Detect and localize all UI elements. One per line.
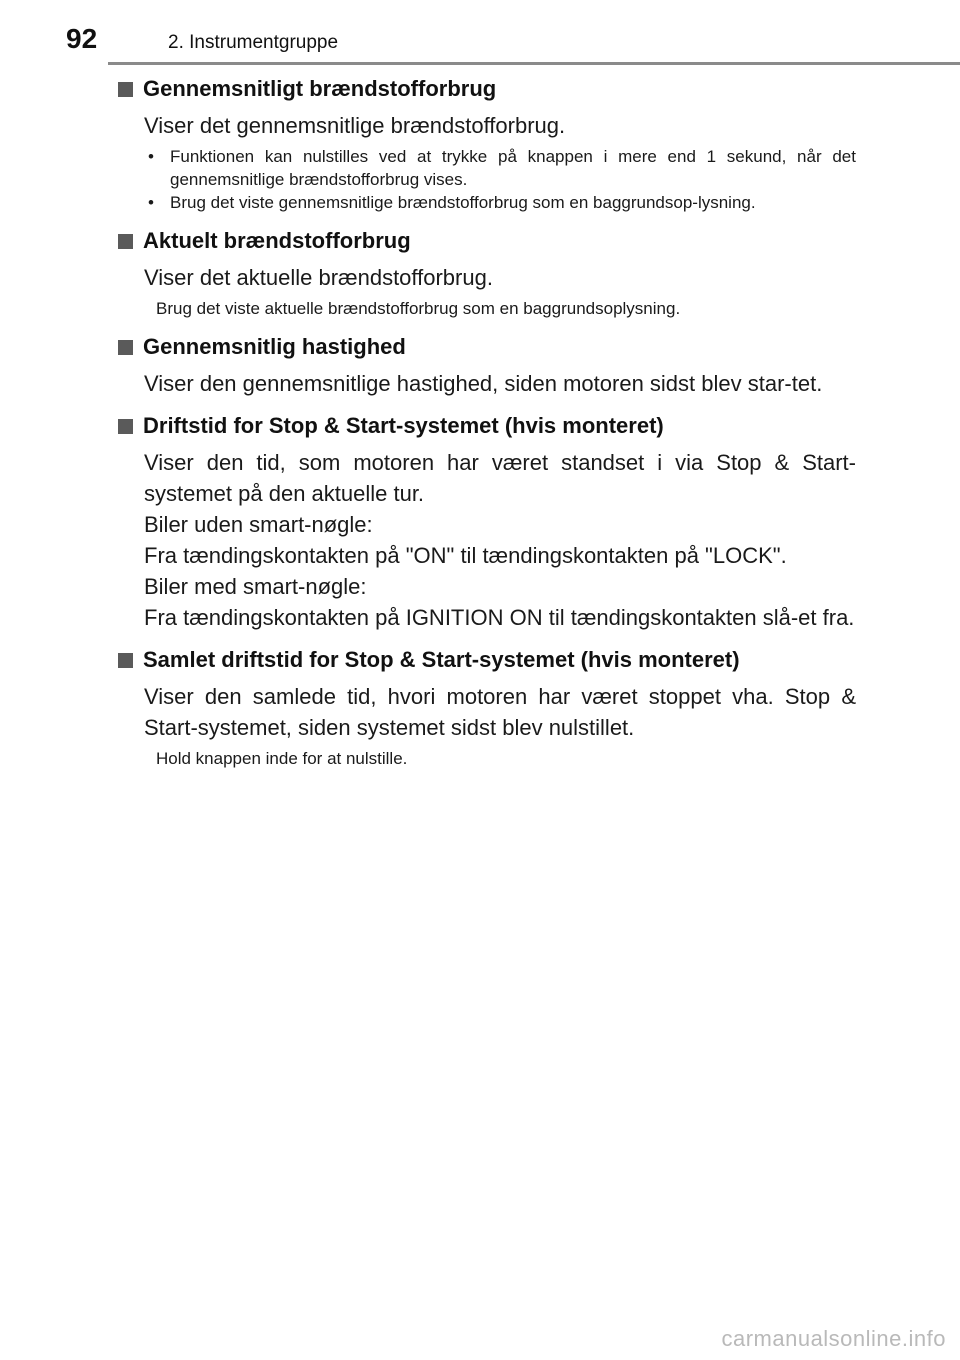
section-body — [144, 368, 856, 399]
square-bullet-icon — [118, 653, 133, 668]
list-item-text: Brug det viste gennemsnitlige brændstofforbrug som en baggrundsop-lysning. — [170, 193, 756, 212]
square-bullet-icon — [118, 82, 133, 97]
body-line: Fra tændingskontakten på "ON" til tændingskontakten på "LOCK". — [144, 543, 787, 568]
body-line: Biler med smart-nøgle: — [144, 574, 367, 599]
list-item — [144, 145, 856, 191]
section-heading-text: Aktuelt brændstofforbrug — [143, 228, 411, 253]
section-body — [144, 447, 856, 633]
section-body — [144, 110, 856, 141]
list-item — [144, 191, 856, 214]
body-line: Viser den gennemsnitlige hastighed, siden motoren sidst blev star-tet. — [144, 371, 823, 396]
section-heading — [118, 332, 856, 362]
body-line: Biler uden smart-nøgle: — [144, 512, 373, 537]
section-heading — [118, 411, 856, 441]
section-total-stop-start-operating-time — [118, 645, 856, 770]
page-header — [0, 0, 960, 70]
square-bullet-icon — [118, 340, 133, 355]
square-bullet-icon — [118, 419, 133, 434]
section-heading-text: Gennemsnitligt brændstofforbrug — [143, 76, 497, 101]
page-content — [118, 74, 856, 782]
section-heading-text: Samlet driftstid for Stop & Start-systemet (hvis monteret) — [143, 647, 740, 672]
body-line: Viser den samlede tid, hvori motoren har været stoppet vha. Stop & Start-systemet, siden systemet sidst blev nulstillet. — [144, 684, 856, 740]
section-body — [144, 681, 856, 743]
section-average-speed — [118, 332, 856, 399]
chapter-title: 2. Instrumentgruppe — [168, 32, 339, 53]
section-note: Hold knappen inde for at nulstille. — [156, 749, 408, 768]
body-line: Viser det aktuelle brændstofforbrug. — [144, 265, 493, 290]
page-number: 92 — [66, 23, 98, 54]
body-line: Viser det gennemsnitlige brændstofforbrug. — [144, 113, 566, 138]
bullet-dot-icon: • — [148, 193, 154, 212]
bullet-dot-icon: • — [148, 147, 154, 166]
section-average-fuel-consumption — [118, 74, 856, 214]
section-current-fuel-consumption — [118, 226, 856, 320]
bullet-list — [144, 145, 856, 214]
section-body — [144, 262, 856, 293]
body-line: Fra tændingskontakten på IGNITION ON til tændingskontakten slå-et fra. — [144, 605, 855, 630]
section-note: Brug det viste aktuelle brændstofforbrug som en baggrundsoplysning. — [156, 299, 681, 318]
watermark-text: carmanualsonline.info — [721, 1326, 946, 1351]
header-divider — [108, 62, 960, 65]
section-heading — [118, 226, 856, 256]
square-bullet-icon — [118, 234, 133, 249]
body-line: Viser den tid, som motoren har været standset i via Stop & Start-systemet på den aktuelle tur. — [144, 450, 856, 506]
section-heading — [118, 645, 856, 675]
section-heading-text: Gennemsnitlig hastighed — [143, 334, 406, 359]
list-item-text: Funktionen kan nulstilles ved at trykke på knappen i mere end 1 sekund, når det gennemsnitlige brændstofforbrug vises. — [170, 147, 856, 189]
section-heading-text: Driftstid for Stop & Start-systemet (hvis monteret) — [143, 413, 664, 438]
section-heading — [118, 74, 856, 104]
section-stop-start-operating-time — [118, 411, 856, 633]
